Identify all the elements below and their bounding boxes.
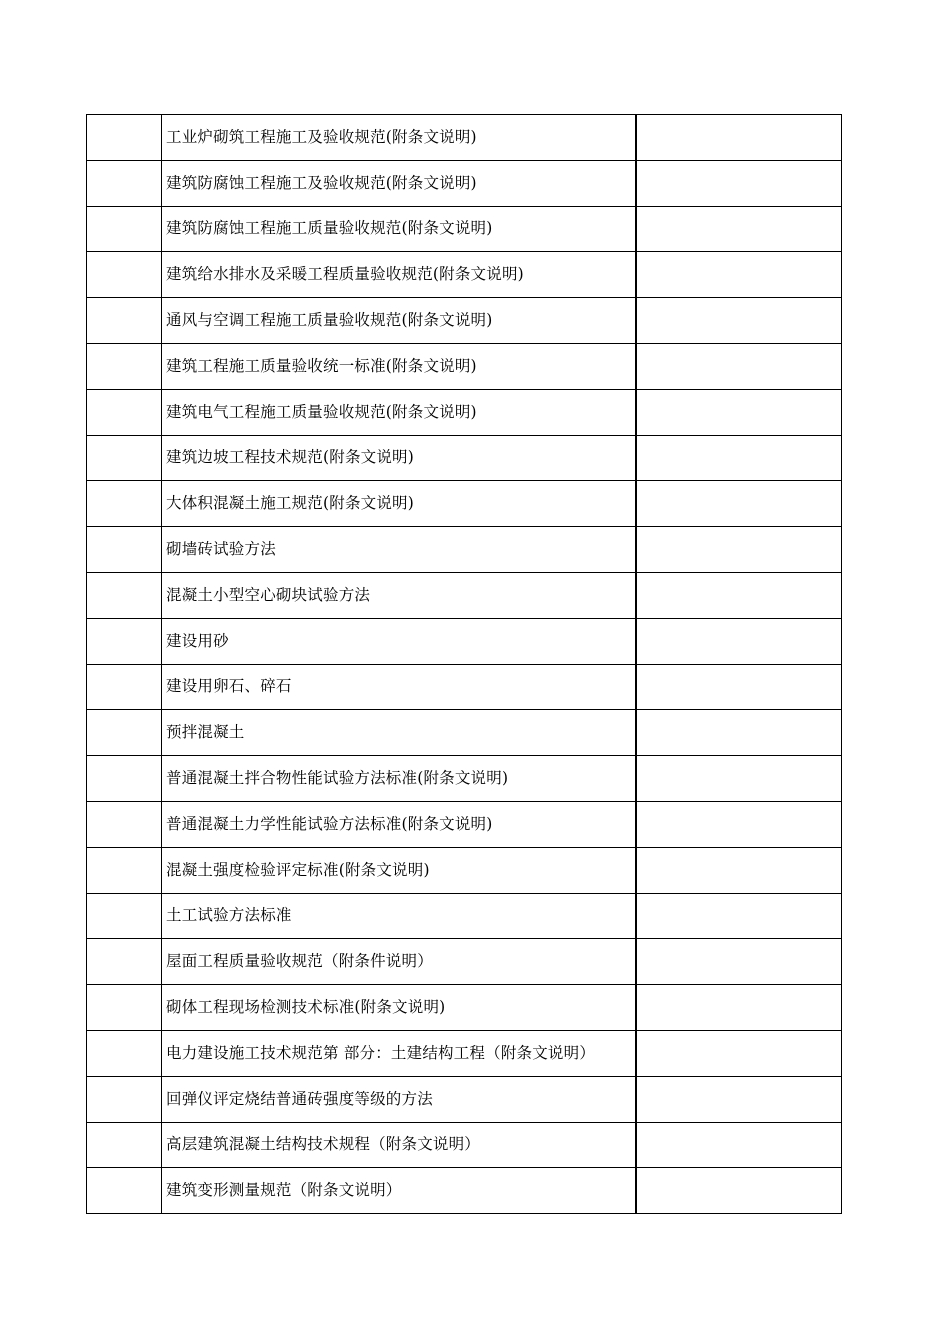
table-row xyxy=(87,893,842,939)
note-cell xyxy=(636,1030,842,1076)
standard-name-cell: 大体积混凝土施工规范(附条文说明) xyxy=(162,481,636,527)
table-row xyxy=(87,1168,842,1214)
note-cell xyxy=(636,801,842,847)
table-row xyxy=(87,252,842,298)
standard-name-cell: 通风与空调工程施工质量验收规范(附条文说明) xyxy=(162,298,636,344)
table-row xyxy=(87,481,842,527)
index-cell xyxy=(87,1122,162,1168)
standard-name-cell: 工业炉砌筑工程施工及验收规范(附条文说明) xyxy=(162,115,636,161)
note-cell xyxy=(636,115,842,161)
standard-name-cell: 建设用卵石、碎石 xyxy=(162,664,636,710)
index-cell xyxy=(87,1030,162,1076)
index-cell xyxy=(87,801,162,847)
standards-table-body xyxy=(87,115,842,1214)
index-cell xyxy=(87,115,162,161)
table-row xyxy=(87,801,842,847)
standard-name-cell: 混凝土强度检验评定标准(附条文说明) xyxy=(162,847,636,893)
table-row xyxy=(87,710,842,756)
index-cell xyxy=(87,618,162,664)
standard-name-cell: 建筑防腐蚀工程施工及验收规范(附条文说明) xyxy=(162,160,636,206)
standard-name-cell: 建筑给水排水及采暖工程质量验收规范(附条文说明) xyxy=(162,252,636,298)
table-row xyxy=(87,115,842,161)
table-row xyxy=(87,572,842,618)
note-cell xyxy=(636,710,842,756)
note-cell xyxy=(636,298,842,344)
index-cell xyxy=(87,985,162,1031)
standard-name-cell: 普通混凝土力学性能试验方法标准(附条文说明) xyxy=(162,801,636,847)
table-row xyxy=(87,435,842,481)
table-row xyxy=(87,985,842,1031)
table-row xyxy=(87,664,842,710)
index-cell xyxy=(87,893,162,939)
standard-name-cell: 预拌混凝土 xyxy=(162,710,636,756)
note-cell xyxy=(636,572,842,618)
note-cell xyxy=(636,985,842,1031)
standard-name-cell: 普通混凝土拌合物性能试验方法标准(附条文说明) xyxy=(162,756,636,802)
standard-name-cell: 土工试验方法标准 xyxy=(162,893,636,939)
table-row xyxy=(87,756,842,802)
index-cell xyxy=(87,756,162,802)
standards-table xyxy=(86,114,842,1214)
standard-name-cell: 建设用砂 xyxy=(162,618,636,664)
note-cell xyxy=(636,252,842,298)
standard-name-cell: 回弹仪评定烧结普通砖强度等级的方法 xyxy=(162,1076,636,1122)
note-cell xyxy=(636,481,842,527)
index-cell xyxy=(87,298,162,344)
table-row xyxy=(87,618,842,664)
standard-name-cell: 建筑边坡工程技术规范(附条文说明) xyxy=(162,435,636,481)
index-cell xyxy=(87,710,162,756)
index-cell xyxy=(87,252,162,298)
table-row xyxy=(87,206,842,252)
table-row xyxy=(87,939,842,985)
standard-name-cell: 建筑变形测量规范（附条文说明） xyxy=(162,1168,636,1214)
index-cell xyxy=(87,1076,162,1122)
index-cell xyxy=(87,939,162,985)
note-cell xyxy=(636,1076,842,1122)
index-cell xyxy=(87,160,162,206)
note-cell xyxy=(636,389,842,435)
index-cell xyxy=(87,527,162,573)
table-row xyxy=(87,160,842,206)
index-cell xyxy=(87,847,162,893)
table-row xyxy=(87,343,842,389)
standard-name-cell: 电力建设施工技术规范第 部分：土建结构工程（附条文说明） xyxy=(162,1030,636,1076)
table-row xyxy=(87,527,842,573)
standard-name-cell: 砌墙砖试验方法 xyxy=(162,527,636,573)
standard-name-cell: 高层建筑混凝土结构技术规程（附条文说明） xyxy=(162,1122,636,1168)
table-row xyxy=(87,1122,842,1168)
note-cell xyxy=(636,1122,842,1168)
index-cell xyxy=(87,343,162,389)
table-row xyxy=(87,298,842,344)
standard-name-cell: 建筑工程施工质量验收统一标准(附条文说明) xyxy=(162,343,636,389)
index-cell xyxy=(87,481,162,527)
table-row xyxy=(87,389,842,435)
index-cell xyxy=(87,435,162,481)
index-cell xyxy=(87,1168,162,1214)
note-cell xyxy=(636,618,842,664)
note-cell xyxy=(636,756,842,802)
index-cell xyxy=(87,206,162,252)
standard-name-cell: 屋面工程质量验收规范（附条件说明） xyxy=(162,939,636,985)
note-cell xyxy=(636,847,842,893)
index-cell xyxy=(87,572,162,618)
note-cell xyxy=(636,664,842,710)
table-row xyxy=(87,847,842,893)
standard-name-cell: 混凝土小型空心砌块试验方法 xyxy=(162,572,636,618)
index-cell xyxy=(87,389,162,435)
table-row xyxy=(87,1030,842,1076)
note-cell xyxy=(636,343,842,389)
standard-name-cell: 建筑防腐蚀工程施工质量验收规范(附条文说明) xyxy=(162,206,636,252)
table-row xyxy=(87,1076,842,1122)
standard-name-cell: 建筑电气工程施工质量验收规范(附条文说明) xyxy=(162,389,636,435)
standard-name-cell: 砌体工程现场检测技术标准(附条文说明) xyxy=(162,985,636,1031)
note-cell xyxy=(636,1168,842,1214)
note-cell xyxy=(636,939,842,985)
note-cell xyxy=(636,527,842,573)
note-cell xyxy=(636,893,842,939)
note-cell xyxy=(636,435,842,481)
index-cell xyxy=(87,664,162,710)
note-cell xyxy=(636,206,842,252)
note-cell xyxy=(636,160,842,206)
